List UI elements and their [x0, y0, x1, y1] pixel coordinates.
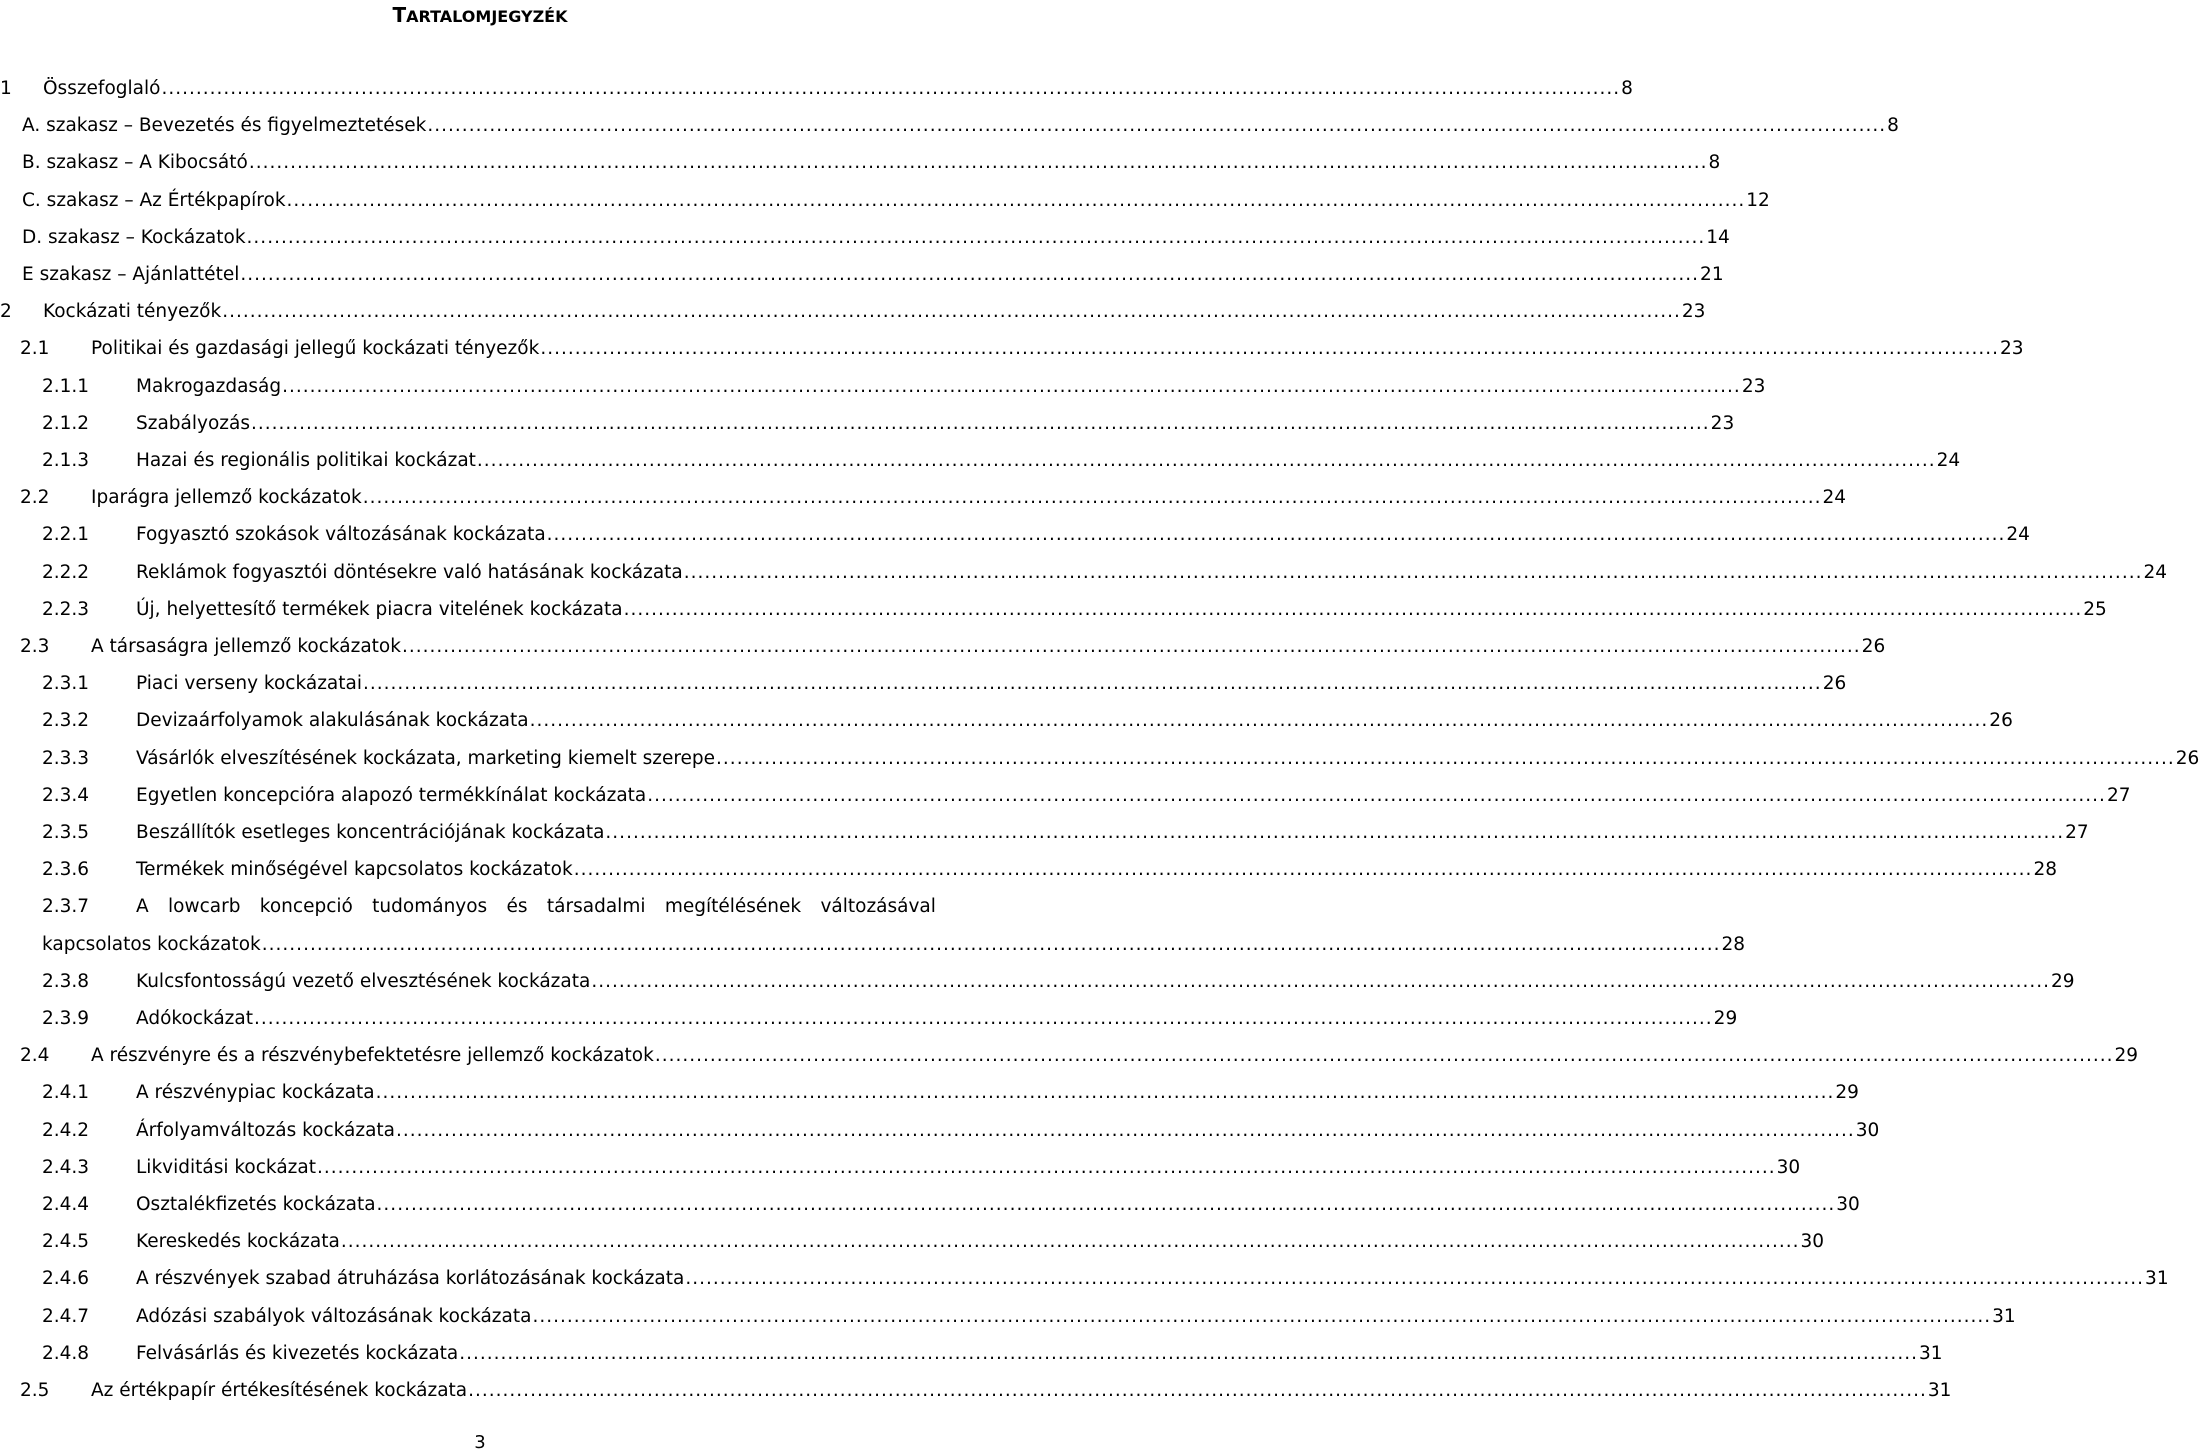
toc-entry-number: 2.3 — [20, 636, 50, 657]
toc-entry-text: Kulcsfontosságú vezető elvesztésének kockázata — [136, 970, 591, 992]
toc-entry-page: 30 — [1800, 1231, 1825, 1253]
toc-entry-number: 2.4 — [20, 1045, 50, 1067]
toc-entry-number: 2.3.7 — [42, 896, 90, 918]
toc-entry-number: 2.3.3 — [42, 747, 90, 769]
toc-entry-word: változásával — [820, 896, 936, 918]
toc-dot-leader: .................................................................................................................................................................................................................... — [316, 1156, 1776, 1178]
toc-entry-page: 31 — [1918, 1342, 1943, 1364]
toc-entry-text: Devizaárfolyamok alakulásának kockázata — [136, 710, 529, 732]
toc-entry[interactable] — [136, 996, 1738, 1030]
toc-entry[interactable] — [136, 698, 2013, 732]
toc-entry-text: A részvénypiac kockázata — [136, 1082, 375, 1104]
toc-entry-number: 2.3.4 — [42, 784, 90, 806]
toc-dot-leader: .................................................................................................................................................................................................................... — [222, 301, 1681, 323]
toc-dot-leader: .................................................................................................................................................................................................................... — [240, 264, 1700, 285]
toc-dot-leader: .................................................................................................................................................................................................................... — [427, 115, 1887, 137]
toc-entry-page: 28 — [1721, 933, 1746, 955]
toc-dot-leader: .................................................................................................................................................................................................................... — [362, 487, 1822, 509]
toc-entry-text: Vásárlók elveszítésének kockázata, marketing kiemelt szerepe — [136, 747, 716, 769]
toc-entry-page: 23 — [1710, 412, 1735, 434]
toc-entry[interactable] — [136, 810, 2089, 844]
toc-entry[interactable] — [136, 736, 2199, 770]
toc-entry[interactable] — [22, 215, 1730, 249]
toc-dot-leader: .................................................................................................................................................................................................................... — [396, 1119, 1855, 1141]
toc-entry[interactable] — [136, 1294, 2016, 1328]
toc-dot-leader: .................................................................................................................................................................................................................... — [683, 561, 2143, 583]
toc-entry-page: 26 — [2175, 747, 2199, 769]
toc-entry-page: 24 — [1822, 487, 1847, 509]
toc-entry-number: 2.2.2 — [42, 561, 90, 583]
toc-entry-page: 31 — [1992, 1305, 2016, 1327]
toc-entry-number: 2.4.6 — [42, 1268, 90, 1290]
toc-entry-text: Adókockázat — [136, 1008, 253, 1029]
toc-entry-page: 12 — [1746, 189, 1770, 211]
toc-entry-number: 2.4.1 — [42, 1082, 90, 1104]
toc-entry-text: B. szakasz – A Kibocsátó — [22, 152, 248, 174]
toc-entry-page: 24 — [2143, 561, 2168, 583]
toc-entry-text: A társaságra jellemző kockázatok — [91, 636, 401, 657]
toc-dot-leader: .................................................................................................................................................................................................................... — [605, 822, 2065, 843]
toc-entry-text: Makrogazdaság — [136, 375, 282, 397]
toc-entry-number: 2.4.8 — [42, 1342, 90, 1364]
toc-entry-number: 2.2 — [20, 487, 50, 509]
toc-title-rest: ARTALOMJEGYZÉK — [406, 7, 568, 26]
toc-entry-page: 29 — [2114, 1045, 2139, 1067]
toc-entry-word: társadalmi — [546, 896, 646, 918]
toc-entry-text: Osztalékfizetés kockázata — [136, 1194, 376, 1215]
toc-entry-text: Fogyasztó szokások változásának kockázata — [136, 524, 546, 546]
toc-entry[interactable] — [136, 661, 1847, 695]
toc-entry-text: Beszállítók esetleges koncentrációjának kockázata — [136, 822, 605, 843]
toc-dot-leader: .................................................................................................................................................................................................................... — [573, 859, 2033, 881]
toc-entry-page: 28 — [2033, 859, 2057, 881]
toc-dot-leader: .................................................................................................................................................................................................................... — [623, 598, 2083, 620]
toc-entry[interactable] — [136, 1256, 2169, 1290]
toc-entry-word: tudományos — [372, 896, 488, 918]
toc-entry-page: 23 — [2000, 338, 2024, 360]
toc-entry-number: 2.1 — [20, 338, 50, 360]
toc-entry-text: A részvények szabad átruházása korlátozásának kockázata — [136, 1268, 685, 1290]
toc-dot-leader: .................................................................................................................................................................................................................... — [250, 412, 1710, 434]
toc-entry[interactable] — [136, 1108, 1880, 1142]
toc-dot-leader: .................................................................................................................................................................................................................... — [401, 636, 1861, 657]
toc-entry[interactable] — [91, 1033, 2139, 1067]
toc-entry-number: 2.4.4 — [42, 1194, 90, 1215]
toc-entry-page: 29 — [1835, 1082, 1859, 1104]
toc-entry-number: 2.3.1 — [42, 673, 90, 695]
toc-entry[interactable] — [136, 847, 2057, 881]
toc-dot-leader: .................................................................................................................................................................................................................... — [529, 710, 1989, 732]
toc-entry-number: 2.5 — [20, 1380, 50, 1401]
toc-entry[interactable] — [22, 103, 1899, 137]
toc-dot-leader: .................................................................................................................................................................................................................... — [248, 152, 1708, 174]
toc-entry[interactable] — [136, 1182, 1860, 1216]
toc-entry-text: Egyetlen koncepcióra alapozó termékkínálat kockázata — [136, 784, 647, 806]
toc-dot-leader: .................................................................................................................................................................................................................... — [362, 673, 1822, 695]
toc-entry-page: 23 — [1681, 301, 1706, 323]
toc-entry-page: 26 — [1861, 636, 1886, 657]
toc-entry-text: Iparágra jellemző kockázatok — [91, 487, 362, 509]
toc-dot-leader: .................................................................................................................................................................................................................... — [685, 1268, 2145, 1290]
toc-entry-page: 30 — [1836, 1194, 1860, 1215]
toc-dot-leader: .................................................................................................................................................................................................................... — [546, 524, 2006, 546]
toc-entry-text: Kereskedés kockázata — [136, 1231, 340, 1253]
toc-entry-page: 23 — [1741, 375, 1766, 397]
toc-entry-text: Árfolyamváltozás kockázata — [136, 1119, 396, 1141]
toc-entry-number: 2.1.1 — [42, 375, 90, 397]
toc-entry-page: 26 — [1822, 673, 1847, 695]
toc-entry-number: 2.3.6 — [42, 859, 90, 881]
toc-dot-leader: .................................................................................................................................................................................................................... — [286, 189, 1746, 211]
toc-entry[interactable] — [91, 1368, 1952, 1402]
toc-entry-number: 2.1.2 — [42, 412, 90, 434]
toc-entry-text: Kockázati tényezők — [43, 301, 222, 323]
toc-entry-page: 24 — [1936, 450, 1961, 471]
toc-dot-leader: .................................................................................................................................................................................................................... — [716, 747, 2175, 769]
toc-entry-number: 2.2.3 — [42, 598, 90, 620]
toc-entry-text: Piaci verseny kockázatai — [136, 673, 362, 695]
toc-entry-page: 29 — [2051, 970, 2075, 992]
toc-entry[interactable] — [22, 178, 1770, 212]
toc-entry-page: 30 — [1855, 1119, 1880, 1141]
toc-entry-text: Politikai és gazdasági jellegű kockázati tényezők — [91, 338, 540, 360]
toc-entry-page: 26 — [1989, 710, 2013, 732]
toc-entry-text: D. szakasz – Kockázatok — [22, 226, 246, 248]
toc-entry-continuation[interactable] — [42, 922, 1746, 956]
toc-entry-number: 2.3.8 — [42, 970, 90, 992]
toc-entry-page: 24 — [2006, 524, 2030, 546]
toc-dot-leader: .................................................................................................................................................................................................................... — [468, 1380, 1927, 1401]
toc-entry-text: Szabályozás — [136, 412, 250, 434]
toc-entry[interactable] — [136, 438, 1961, 472]
toc-dot-leader: .................................................................................................................................................................................................................... — [532, 1305, 1992, 1327]
toc-entry[interactable] — [136, 587, 2107, 621]
toc-dot-leader: .................................................................................................................................................................................................................... — [375, 1082, 1835, 1104]
toc-entry-page: 8 — [1887, 115, 1899, 137]
toc-entry-number: 1 — [0, 78, 12, 99]
toc-entry-text: A részvényre és a részvénybefektetésre jellemző kockázatok — [91, 1045, 654, 1067]
toc-entry-number: 2.3.9 — [42, 1008, 90, 1029]
toc-entry-word: koncepció — [259, 896, 353, 918]
toc-entry-page: 30 — [1776, 1156, 1801, 1178]
toc-entry-page: 27 — [2106, 784, 2131, 806]
toc-entry[interactable] — [136, 959, 2075, 993]
toc-entry-wrapped-line[interactable] — [136, 884, 936, 918]
toc-entry[interactable] — [136, 364, 1766, 398]
toc-entry-page: 8 — [1708, 152, 1721, 174]
toc-entry-text: Reklámok fogyasztói döntésekre való hatásának kockázata — [136, 561, 683, 583]
toc-entry[interactable] — [136, 1145, 1801, 1179]
toc-entry-page: 27 — [2065, 822, 2089, 843]
toc-dot-leader: .................................................................................................................................................................................................................... — [540, 338, 2000, 360]
toc-entry-text: Termékek minőségével kapcsolatos kockázatok — [136, 859, 573, 881]
toc-entry-number: 2.3.2 — [42, 710, 90, 732]
toc-entry-page: 31 — [2145, 1268, 2169, 1290]
toc-entry-text: Adózási szabályok változásának kockázata — [136, 1305, 532, 1327]
toc-entry-page: 25 — [2083, 598, 2107, 620]
toc-entry-text: kapcsolatos kockázatok — [42, 933, 261, 955]
toc-entry-text: Összefoglaló — [43, 78, 161, 99]
toc-entry[interactable] — [91, 475, 1847, 509]
toc-entry-word: lowcarb — [168, 896, 241, 918]
toc-dot-leader: .................................................................................................................................................................................................................... — [261, 933, 1721, 955]
toc-entry-page: 21 — [1700, 264, 1724, 285]
toc-entry[interactable] — [43, 289, 1706, 323]
toc-entry[interactable] — [136, 401, 1735, 435]
toc-entry-text: Hazai és regionális politikai kockázat — [136, 450, 476, 471]
toc-dot-leader: .................................................................................................................................................................................................................... — [161, 78, 1621, 99]
toc-entry[interactable] — [22, 252, 1724, 286]
toc-entry-text: Az értékpapír értékesítésének kockázata — [91, 1380, 468, 1401]
toc-entry[interactable] — [136, 550, 2168, 584]
toc-entry-number: 2.4.3 — [42, 1156, 90, 1178]
toc-dot-leader: .................................................................................................................................................................................................................... — [253, 1008, 1713, 1029]
toc-entry-text: E szakasz – Ajánlattétel — [22, 264, 240, 285]
toc-dot-leader: .................................................................................................................................................................................................................... — [376, 1194, 1836, 1215]
toc-entry-word: A — [136, 896, 149, 918]
toc-dot-leader: .................................................................................................................................................................................................................... — [476, 450, 1936, 471]
toc-entry-word: megítélésének — [664, 896, 802, 918]
toc-entry[interactable] — [136, 1219, 1825, 1253]
toc-entry-number: 2.4.2 — [42, 1119, 90, 1141]
toc-entry-page: 14 — [1706, 226, 1730, 248]
toc-entry-number: 2.4.7 — [42, 1305, 90, 1327]
toc-entry[interactable] — [136, 512, 2030, 546]
page-number: 3 — [474, 1432, 486, 1453]
toc-entry-number: 2.3.5 — [42, 822, 90, 843]
toc-dot-leader: .................................................................................................................................................................................................................... — [591, 970, 2051, 992]
toc-entry-text: C. szakasz – Az Értékpapírok — [22, 189, 286, 211]
toc-entry-text: Új, helyettesítő termékek piacra vitelének kockázata — [136, 598, 623, 620]
toc-dot-leader: .................................................................................................................................................................................................................... — [340, 1231, 1800, 1253]
toc-entry-page: 8 — [1621, 78, 1633, 99]
toc-entry-text: Felvásárlás és kivezetés kockázata — [136, 1342, 459, 1364]
toc-entry[interactable] — [136, 1331, 1943, 1365]
toc-dot-leader: .................................................................................................................................................................................................................... — [246, 226, 1706, 248]
toc-title-initial: T — [392, 3, 407, 27]
toc-entry[interactable] — [43, 66, 1633, 100]
toc-entry-text: A. szakasz – Bevezetés és figyelmeztetések — [22, 115, 427, 137]
toc-dot-leader: .................................................................................................................................................................................................................... — [282, 375, 1741, 397]
toc-dot-leader: .................................................................................................................................................................................................................... — [654, 1045, 2114, 1067]
toc-entry-page: 31 — [1927, 1380, 1952, 1401]
toc-dot-leader: .................................................................................................................................................................................................................... — [647, 784, 2106, 806]
toc-entry[interactable] — [136, 773, 2131, 807]
toc-entry-number: 2 — [0, 301, 12, 323]
toc-entry[interactable] — [136, 1070, 1859, 1104]
toc-entry-text: Likviditási kockázat — [136, 1156, 316, 1178]
toc-entry-page: 29 — [1713, 1008, 1738, 1029]
toc-entry-word: és — [506, 896, 528, 918]
toc-entry[interactable] — [91, 624, 1886, 658]
toc-entry-number: 2.1.3 — [42, 450, 90, 471]
toc-entry-number: 2.2.1 — [42, 524, 90, 546]
toc-dot-leader: .................................................................................................................................................................................................................... — [459, 1342, 1918, 1364]
toc-entry-number: 2.4.5 — [42, 1231, 90, 1253]
toc-entry[interactable] — [22, 140, 1721, 174]
toc-entry[interactable] — [91, 326, 2024, 360]
